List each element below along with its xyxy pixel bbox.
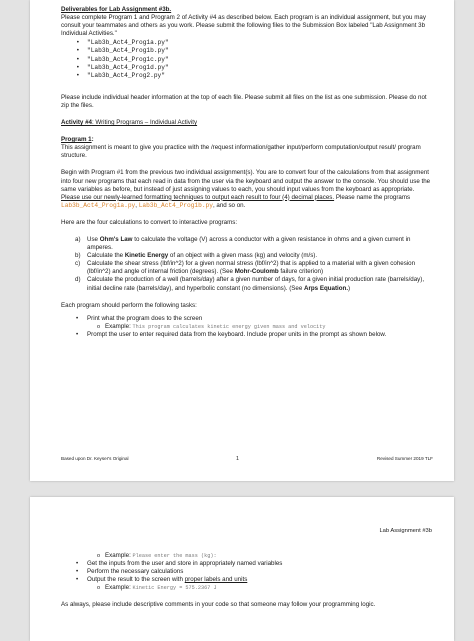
document-page-1 xyxy=(30,0,454,481)
activity-title: : Writing Programs – Individual Activity xyxy=(91,119,198,127)
tasks-intro: Each program should perform the following tasks: xyxy=(61,301,197,309)
task-example: o Example: Please enter the mass (kg): xyxy=(61,552,433,560)
page-2-header: Lab Assignment #3b xyxy=(379,528,432,534)
file-list-item: • "Lab3b_Act4_Prog2.py" xyxy=(61,72,433,80)
calculation-item-c: c) Calculate the shear stress (lbf/in^2) for a given normal stress (lbf/in^2) that is applied to a material with a given cohesion (lbf/in^2) and angle of internal friction (degrees). (See Mohr-Coulomb failure criterion) xyxy=(75,260,416,276)
closing-note: As always, please include descriptive comments in your code so that someone may follow your programming logic. xyxy=(61,601,376,609)
file-list-item: • "Lab3b_Act4_Prog1d.py" xyxy=(61,64,433,72)
intro-paragraph: Please complete Program 1 and Program 2 of Activity #4 as described below. Each program is an individual assignment, but you may consult your teammates and others as you work. Please submit the following files to the Submission Box labeled "Lab Assignment 3b Individual Activities." xyxy=(61,14,426,38)
activity-label: Activity #4 xyxy=(61,119,92,127)
page-number: 1 xyxy=(236,456,239,462)
file-list xyxy=(61,39,433,79)
calculation-list xyxy=(61,236,433,293)
task-item: • Perform the necessary calculations xyxy=(61,568,433,576)
footer-right: Revised Summer 2019 TLF xyxy=(376,456,433,461)
file-list-item: • "Lab3b_Act4_Prog1a.py" xyxy=(61,39,433,47)
task-item: • Print what the program does to the screen xyxy=(61,315,433,323)
program1-description: This assignment is meant to give you practice with the /request information/gather input/perform computation/output result/ program structure. xyxy=(61,144,421,160)
task-example: o Example: Kinetic Energy = 575.2367 J xyxy=(61,584,433,592)
activity-heading xyxy=(61,119,433,127)
page-2-body xyxy=(61,552,433,610)
task-item: • Get the inputs from the user and store in appropriately named variables xyxy=(61,560,433,568)
program-name-2: Lab3b_Act4_Prog1b.py xyxy=(138,201,213,209)
page-1-body xyxy=(61,6,433,339)
calculation-item-d: d) Calculate the production of a well (barrels/day) after a given number of days, for a given initial production rate (barrels/day), initial decline rate (barrels/day), and hyperbolic constant (no dimensions). (See Arps Equation.) xyxy=(75,276,425,292)
deliverables-title: Deliverables for Lab Assignment #3b. xyxy=(61,6,172,13)
document-page-2 xyxy=(30,497,454,641)
page-2-task-list xyxy=(61,552,433,592)
begin-paragraph: Begin with Program #1 from the previous two individual assignment(s). You are to convert four of the calculations from that assignment into four new programs that each read in data from the user via the keyboard and output the answer to the console. You should use the same variables as before, but instead of just assigning values to each, you should input values from the keyboard as appropriate. Please use our newly-learned formatting techniques to output each result to four (4) decimal places. Please name the programs Lab3b_Act4_Prog1a.py, Lab3b_Act4_Prog1b.py, and so on. xyxy=(61,169,431,209)
file-list-item: • "Lab3b_Act4_Prog1b.py" xyxy=(61,47,433,55)
calculation-item-b: b) Calculate the Kinetic Energy of an object with a given mass (kg) and velocity (m/s). xyxy=(75,252,318,260)
task-item: • Output the result to the screen with proper labels and units xyxy=(61,576,433,584)
header-note: Please include individual header information at the top of each file. Please submit all files on the list as one submission. Please do not zip the files. xyxy=(61,93,427,109)
program1-label: Program 1 xyxy=(61,136,92,144)
four-calculations-intro: Here are the four calculations to convert to interactive programs: xyxy=(61,218,238,226)
task-item: • Prompt the user to enter required data from the keyboard. Include proper units in the prompt as shown below. xyxy=(61,331,433,339)
format-note: Please use our newly-learned formatting techniques to output each result to four (4) decimal places. xyxy=(61,193,335,201)
program-name-1: Lab3b_Act4_Prog1a.py xyxy=(61,201,136,209)
calculation-item-a: a) Use Ohm's Law to calculate the voltage (V) across a conductor with a given resistance in ohms and a given current in amperes. xyxy=(75,235,411,252)
footer-left: Based upon Dr. Keyser's Original xyxy=(61,456,129,461)
program1-heading: Program 1: xyxy=(61,136,94,144)
file-list-item: • "Lab3b_Act4_Prog1c.py" xyxy=(61,56,433,64)
task-list xyxy=(61,315,433,339)
task-example: o Example: This program calculates kinetic energy given mass and velocity xyxy=(61,323,433,331)
